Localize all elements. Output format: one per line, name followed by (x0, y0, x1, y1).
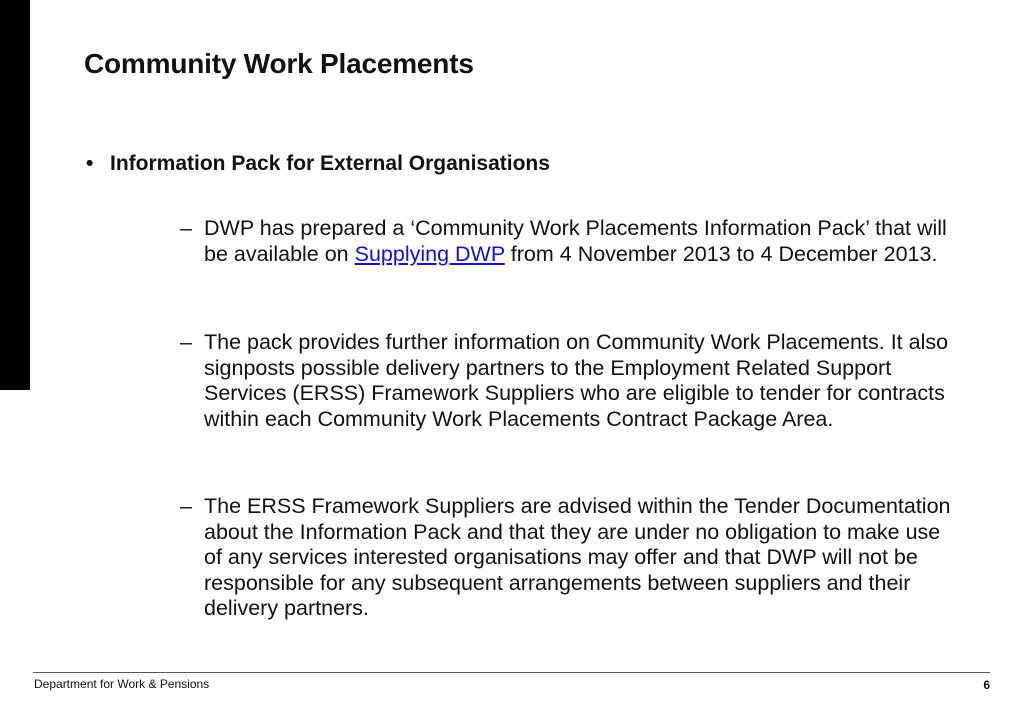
sub-point-1-before: DWP has prepared a ‘Community Work Placements Information Pack’ that will be available on (204, 216, 947, 266)
sub-point-1 (180, 216, 960, 267)
dash-marker: – (180, 330, 192, 354)
dash-marker: – (180, 494, 192, 518)
sub-point-3 (180, 494, 960, 622)
footer-divider (33, 672, 990, 673)
sub-point-3-text: The ERSS Framework Suppliers are advised within the Tender Documentation about the Information Pack and that they are under no obligation to make use of any services interested organisations may offer and that DWP will not be responsible for any subsequent arrangements between suppliers and their delivery partners. (204, 494, 951, 620)
bullet-heading-text: Information Pack for External Organisations (110, 152, 550, 175)
slide-title: Community Work Placements (84, 48, 474, 79)
sub-point-1-text (204, 216, 960, 267)
side-accent-bar (0, 0, 30, 390)
supplying-dwp-link[interactable]: Supplying DWP (354, 241, 505, 266)
sub-point-1-after: from 4 November 2013 to 4 December 2013. (504, 241, 938, 266)
page-number: 6 (983, 678, 990, 692)
bullet-heading (86, 152, 550, 176)
sub-point-2 (180, 330, 960, 432)
footer-organisation: Department for Work & Pensions (34, 677, 210, 691)
sub-point-2-text: The pack provides further information on Community Work Placements. It also signposts possible delivery partners to the Employment Related Support Services (ERSS) Framework Suppliers who are eligible to tender for contracts within each Community Work Placements Contract Package Area. (204, 330, 949, 431)
bullet-marker: • (86, 152, 94, 175)
dash-marker: – (180, 216, 192, 240)
